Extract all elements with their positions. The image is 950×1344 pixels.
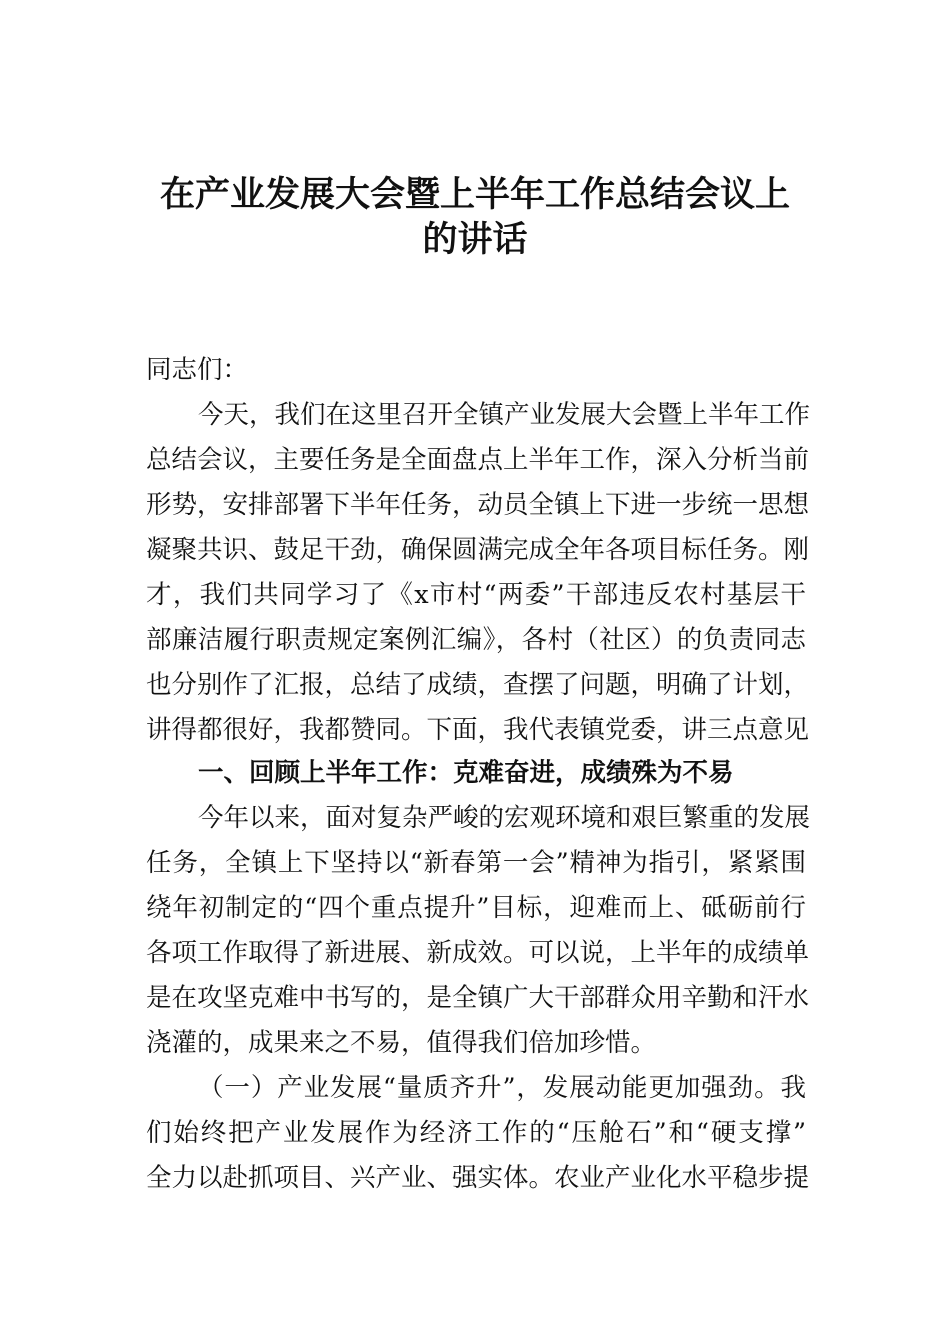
paragraph-line: 部廉洁履行职责规定案例汇编》，各村（社区）的负责同志	[146, 625, 806, 655]
paragraph-line: （一）产业发展“量质齐升”，发展动能更加强劲。我	[198, 1073, 806, 1103]
paragraph-line: 总结会议，主要任务是全面盘点上半年工作，深入分析当前	[146, 445, 810, 475]
paragraph-line: 才，我们共同学习了《x市村“两委”干部违反农村基层干	[146, 580, 806, 610]
paragraph-line: 形势，安排部署下半年任务，动员全镇上下进一步统一思想	[146, 490, 810, 520]
salutation: 同志们：	[146, 355, 249, 385]
paragraph-line: 各项工作取得了新进展、新成效。可以说，上半年的成绩单	[146, 938, 810, 968]
paragraph-line: 是在攻坚克难中书写的，是全镇广大干部群众用辛勤和汗水	[146, 983, 810, 1013]
document-title-line-2: 的讲话	[422, 220, 528, 260]
paragraph-line: 今年以来，面对复杂严峻的宏观环境和艰巨繁重的发展	[198, 803, 811, 833]
paragraph-line: 们始终把产业发展作为经济工作的“压舱石”和“硬支撑”	[146, 1118, 806, 1148]
paragraph-line: 浇灌的，成果来之不易，值得我们倍加珍惜。	[146, 1028, 657, 1058]
paragraph-line: 全力以赴抓项目、兴产业、强实体。农业产业化水平稳步提	[146, 1163, 810, 1193]
paragraph-line: 绕年初制定的“四个重点提升”目标，迎难而上、砥砺前行	[146, 893, 806, 923]
paragraph-line: 今天，我们在这里召开全镇产业发展大会暨上半年工作	[198, 400, 811, 430]
paragraph-line: 也分别作了汇报，总结了成绩，查摆了问题，明确了计划，	[146, 670, 810, 700]
section-heading: 一、回顾上半年工作：克难奋进，成绩殊为不易	[198, 758, 734, 788]
paragraph-line: 任务，全镇上下坚持以“新春第一会”精神为指引，紧紧围	[146, 848, 806, 878]
paragraph-line: 讲得都很好，我都赞同。下面，我代表镇党委，讲三点意见	[146, 715, 810, 745]
document-title-line-1: 在产业发展大会暨上半年工作总结会议上	[159, 175, 790, 215]
paragraph-line: 凝聚共识、鼓足干劲，确保圆满完成全年各项目标任务。刚	[146, 535, 810, 565]
